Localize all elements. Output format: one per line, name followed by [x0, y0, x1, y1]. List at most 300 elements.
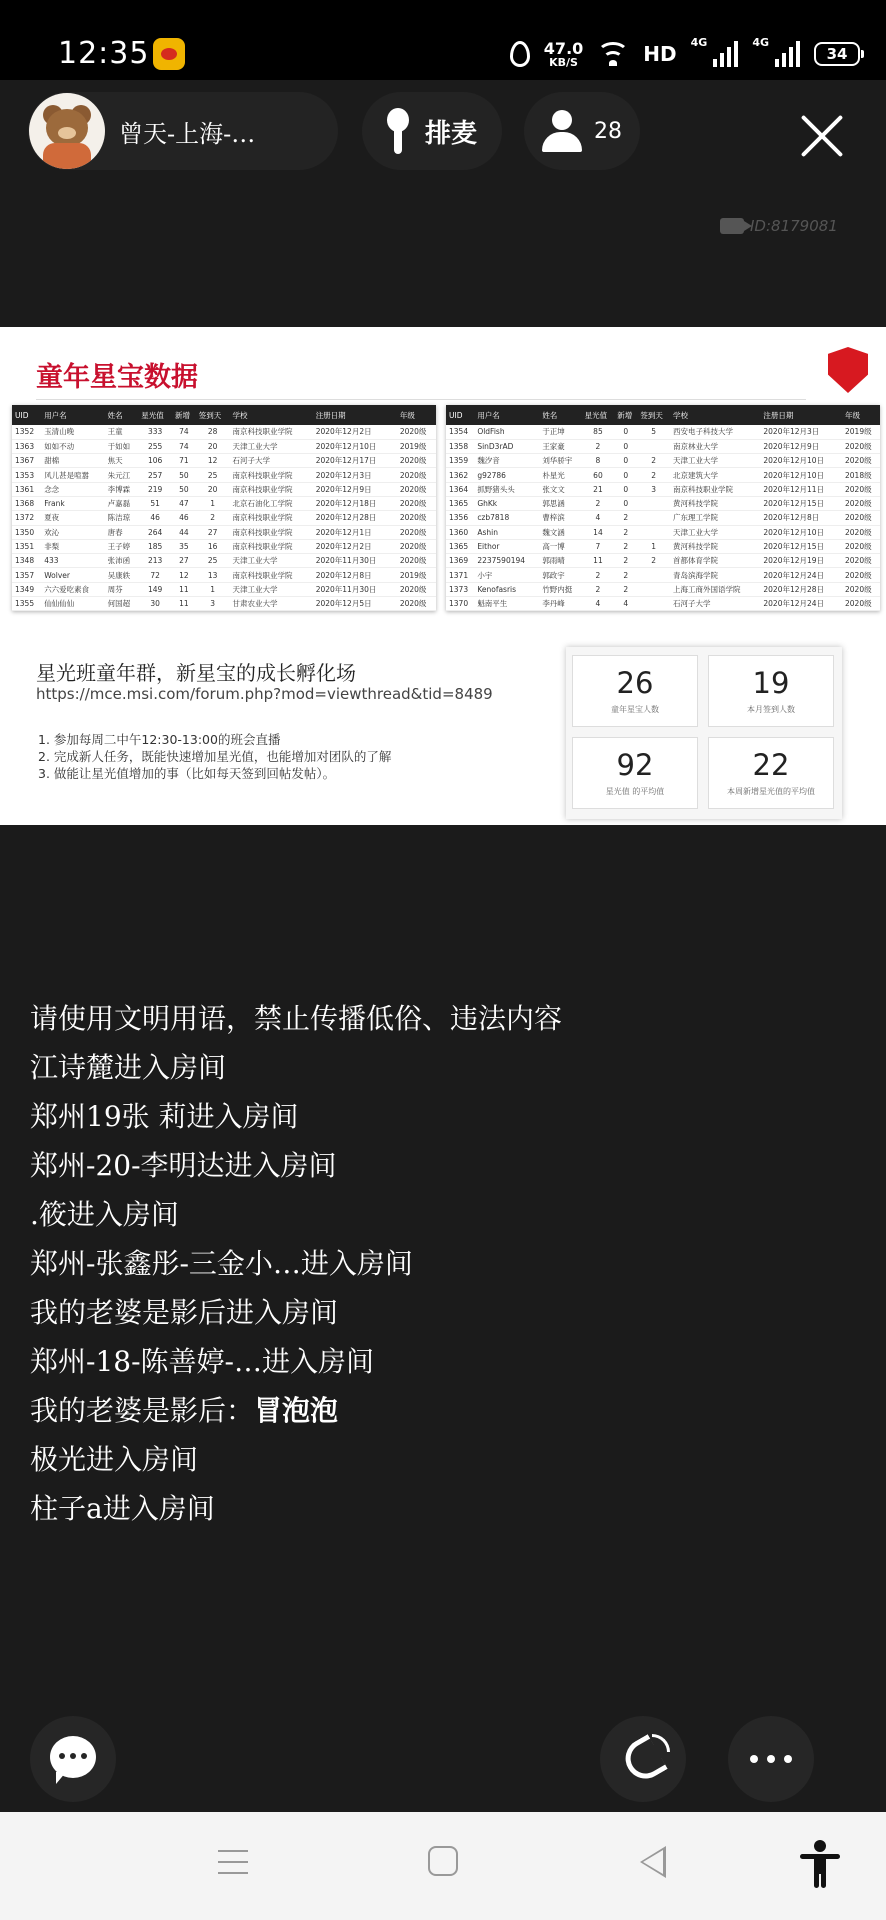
table-row — [12, 425, 436, 439]
table-row — [12, 539, 436, 553]
table-header: 姓名 — [539, 405, 581, 425]
table-cell: 2020年12月5日 — [313, 597, 397, 611]
table-header: UID — [446, 405, 474, 425]
list-item: 2. 完成新人任务，既能快速增加星光值，也能增加对团队的了解 — [38, 749, 392, 764]
table-row — [446, 554, 880, 568]
table-cell: 2 — [582, 439, 615, 453]
phone-waves-icon — [652, 1734, 670, 1752]
table-row — [446, 468, 880, 482]
table-header: 用户名 — [41, 405, 104, 425]
table-cell: 2020年12月15日 — [760, 496, 842, 510]
table-cell: 4 — [614, 597, 637, 611]
table-cell: 2020年12月2日 — [313, 425, 397, 439]
table-cell: 南京科技职业学院 — [229, 539, 312, 553]
table-cell: 213 — [138, 554, 172, 568]
table-cell: 1372 — [12, 511, 41, 525]
table-cell: 5 — [637, 425, 670, 439]
table-cell: 2020年12月2日 — [313, 539, 397, 553]
clock: 12:35 — [58, 36, 150, 71]
table-cell: Eithor — [474, 539, 539, 553]
table-cell: 2020年12月9日 — [313, 482, 397, 496]
table-cell: 2237590194 — [474, 554, 539, 568]
table-cell: 4 — [582, 511, 615, 525]
table-cell: 首都体育学院 — [670, 554, 760, 568]
table-cell: 11 — [172, 582, 196, 596]
table-cell: 风儿甚是喧嚣 — [41, 468, 104, 482]
table-cell: SinD3rAD — [474, 439, 539, 453]
table-cell: 陈洁琼 — [105, 511, 139, 525]
system-notice: 请使用文明用语，禁止传播低俗、违法内容 — [30, 1002, 563, 1035]
table-cell: 2020年12月28日 — [760, 582, 842, 596]
table-cell: 青岛滨海学院 — [670, 568, 760, 582]
table-row — [446, 597, 880, 611]
table-cell: 南京科技职业学院 — [229, 525, 312, 539]
table-row — [446, 568, 880, 582]
table-cell: 张沛函 — [105, 554, 139, 568]
table-cell: Wolver — [41, 568, 104, 582]
system-nav-bar — [0, 1812, 886, 1920]
chat-bubble-icon — [50, 1736, 96, 1778]
table-header: UID — [12, 405, 41, 425]
table-row — [446, 482, 880, 496]
table-row — [12, 482, 436, 496]
table-cell: 黄河科技学院 — [670, 496, 760, 510]
table-cell: 2020级 — [842, 582, 880, 596]
table-cell: 2020级 — [842, 525, 880, 539]
table-cell: 李博霖 — [105, 482, 139, 496]
table-row — [12, 511, 436, 525]
table-cell — [637, 496, 670, 510]
table-cell: 2020年12月9日 — [760, 439, 842, 453]
table-cell: 石河子大学 — [670, 597, 760, 611]
table-header: 新增 — [172, 405, 196, 425]
table-row — [446, 496, 880, 510]
chat-message: 郑州-张鑫彤-三金小…进入房间 — [30, 1247, 413, 1280]
mic-queue-button[interactable] — [362, 92, 502, 170]
chat-message: 江诗麓进入房间 — [30, 1051, 227, 1084]
table-cell: 南京林业大学 — [670, 439, 760, 453]
table-cell: 1 — [196, 496, 230, 510]
table-header: 注册日期 — [313, 405, 397, 425]
divider — [36, 399, 806, 400]
table-header: 姓名 — [105, 405, 139, 425]
stat-card — [572, 655, 698, 727]
table-cell: 欢沁 — [41, 525, 104, 539]
table-cell: 2019级 — [397, 568, 436, 582]
stat-value: 19 — [752, 666, 790, 700]
table-cell: 433 — [41, 554, 104, 568]
stats-panel — [566, 647, 842, 819]
table-header: 签到天 — [196, 405, 230, 425]
table-cell: OldFish — [474, 425, 539, 439]
table-cell: 1360 — [446, 525, 474, 539]
table-cell: 焦天 — [105, 454, 139, 468]
table-cell: 南京科技职业学院 — [229, 468, 312, 482]
table-cell: 周芬 — [105, 582, 139, 596]
table-cell: 0 — [614, 496, 637, 510]
chat-message: 极光进入房间 — [30, 1443, 199, 1476]
slide-subtitle: 星光班童年群，新星宝的成长孵化场 — [36, 661, 356, 685]
listener-count-button[interactable] — [524, 92, 640, 170]
table-cell: 1348 — [12, 554, 41, 568]
table-row — [12, 582, 436, 596]
table-cell: 1369 — [446, 554, 474, 568]
chat-message — [30, 1386, 670, 1435]
table-cell: 1351 — [12, 539, 41, 553]
table-cell: 2 — [196, 511, 230, 525]
table-cell: 南京科技职业学院 — [229, 568, 312, 582]
table-cell: 333 — [138, 425, 172, 439]
list-item: 1. 参加每周二中午12:30-13:00的班会直播 — [38, 732, 281, 747]
table-cell: 0 — [614, 468, 637, 482]
table-header: 注册日期 — [760, 405, 842, 425]
chat-text: 冒泡泡 — [254, 1394, 339, 1427]
table-row — [12, 496, 436, 510]
more-button[interactable] — [728, 1716, 814, 1802]
table-cell: 卢嘉磊 — [105, 496, 139, 510]
table-cell: 257 — [138, 468, 172, 482]
table-cell: 185 — [138, 539, 172, 553]
table-row — [446, 439, 880, 453]
table-cell: 玉清山晚 — [41, 425, 104, 439]
table-cell: 11 — [582, 554, 615, 568]
host-name: 曾天-上海-… — [119, 119, 256, 148]
table-cell: 唐春 — [105, 525, 139, 539]
table-cell: 1354 — [446, 425, 474, 439]
table-cell: 12 — [196, 454, 230, 468]
table-cell: 1367 — [12, 454, 41, 468]
table-header: 学校 — [670, 405, 760, 425]
shared-slide — [0, 327, 886, 825]
table-cell — [637, 439, 670, 453]
table-cell: 0 — [614, 439, 637, 453]
table-cell: 天津工业大学 — [229, 554, 312, 568]
table-cell: 2020年12月10日 — [760, 454, 842, 468]
table-cell: 南京科技职业学院 — [229, 511, 312, 525]
stars-table-left — [12, 405, 436, 611]
slide-url: https://mce.msi.com/forum.php?mod=viewthread&tid=8489 — [36, 685, 493, 703]
table-cell: 2020级 — [842, 568, 880, 582]
table-cell: 天津工业大学 — [229, 439, 312, 453]
table-cell: 上海工商外国语学院 — [670, 582, 760, 596]
table-cell: 2020级 — [397, 425, 436, 439]
chat-message: 柱子a进入房间 — [30, 1492, 215, 1525]
table-cell: 2020年12月8日 — [760, 511, 842, 525]
table-cell: 2020年12月10日 — [760, 468, 842, 482]
table-cell: 天津工业大学 — [670, 525, 760, 539]
menu-icon[interactable] — [218, 1850, 248, 1874]
table-cell: 念念 — [41, 482, 104, 496]
table-cell — [637, 597, 670, 611]
table-cell: 11 — [172, 597, 196, 611]
table-cell: 2 — [614, 568, 637, 582]
table-cell: 0 — [614, 425, 637, 439]
table-header: 新增 — [614, 405, 637, 425]
table-cell: 天津工业大学 — [229, 582, 312, 596]
table-cell: 2 — [614, 539, 637, 553]
table-cell: 六六爱吃素食 — [41, 582, 104, 596]
table-cell: 何国超 — [105, 597, 139, 611]
table-cell: 2020年12月8日 — [313, 568, 397, 582]
host-profile[interactable] — [28, 92, 338, 170]
table-row — [446, 525, 880, 539]
stat-card — [708, 655, 834, 727]
table-cell: 2020级 — [842, 511, 880, 525]
table-cell: 264 — [138, 525, 172, 539]
table-cell: Frank — [41, 496, 104, 510]
table-cell: 1365 — [446, 496, 474, 510]
table-cell: 2 — [582, 582, 615, 596]
table-cell: 25 — [196, 468, 230, 482]
table-cell: 20 — [196, 482, 230, 496]
network-type-1: 4G — [690, 36, 708, 49]
table-row — [12, 554, 436, 568]
wifi-icon — [597, 42, 629, 66]
table-cell — [637, 525, 670, 539]
table-cell: 1362 — [446, 468, 474, 482]
hd-indicator: HD — [643, 42, 677, 66]
table-row — [446, 539, 880, 553]
table-cell: 1363 — [12, 439, 41, 453]
back-icon[interactable] — [640, 1846, 666, 1878]
table-cell: 2018级 — [842, 468, 880, 482]
table-cell: 2020年12月24日 — [760, 597, 842, 611]
table-cell: 30 — [138, 597, 172, 611]
slide-list — [38, 731, 391, 782]
table-header: 星光值 — [138, 405, 172, 425]
accessibility-icon[interactable] — [800, 1840, 840, 1888]
table-cell — [637, 511, 670, 525]
table-cell: 石河子大学 — [229, 454, 312, 468]
room-id — [720, 210, 838, 242]
stat-value: 26 — [616, 666, 654, 700]
table-cell: 1357 — [12, 568, 41, 582]
table-cell: 2020级 — [842, 496, 880, 510]
table-cell: 35 — [172, 539, 196, 553]
table-cell: 1350 — [12, 525, 41, 539]
table-cell: 甘肃农业大学 — [229, 597, 312, 611]
stat-label: 本月签到人数 — [747, 705, 795, 714]
chat-button[interactable] — [30, 1716, 116, 1802]
table-cell: 50 — [172, 482, 196, 496]
table-cell: 2019级 — [842, 425, 880, 439]
room-id-label: ID:8179081 — [750, 217, 838, 235]
table-cell: 2020级 — [397, 597, 436, 611]
table-cell: 2020级 — [842, 597, 880, 611]
chat-message: 我的老婆是影后进入房间 — [30, 1296, 339, 1329]
table-cell: 2020年12月3日 — [313, 468, 397, 482]
table-cell: 2 — [637, 554, 670, 568]
stat-value: 22 — [752, 748, 790, 782]
table-cell: g92786 — [474, 468, 539, 482]
table-cell: 竹野内挺 — [539, 582, 581, 596]
home-icon[interactable] — [428, 1846, 458, 1876]
table-cell — [637, 582, 670, 596]
table-cell: 51 — [138, 496, 172, 510]
table-row — [12, 568, 436, 582]
table-cell: 12 — [172, 568, 196, 582]
table-cell: 2020级 — [397, 468, 436, 482]
table-cell: 2 — [637, 454, 670, 468]
table-cell: 2020年12月18日 — [313, 496, 397, 510]
table-cell: 南京科技职业学院 — [670, 482, 760, 496]
table-cell: 2020级 — [397, 496, 436, 510]
weibo-icon — [153, 38, 185, 70]
table-cell: 2020级 — [842, 482, 880, 496]
table-cell: 2 — [614, 511, 637, 525]
table-cell: 郭雨晴 — [539, 554, 581, 568]
table-cell: 2020级 — [397, 482, 436, 496]
table-cell: 1359 — [446, 454, 474, 468]
list-item: 3. 做能让星光值增加的事（比如每天签到回帖发帖）。 — [38, 766, 336, 781]
table-cell: 2 — [614, 582, 637, 596]
chat-feed — [30, 994, 670, 1533]
table-cell: 106 — [138, 454, 172, 468]
stat-value: 92 — [616, 748, 654, 782]
stat-label: 星光值 的平均值 — [605, 787, 665, 796]
table-row — [12, 439, 436, 453]
table-cell: 郭政宇 — [539, 568, 581, 582]
table-cell: 南京科技职业学院 — [229, 482, 312, 496]
chat-message: 郑州-20-李明达进入房间 — [30, 1149, 337, 1182]
table-header: 签到天 — [637, 405, 670, 425]
stat-label: 童年星宝人数 — [611, 705, 659, 714]
table-row — [12, 525, 436, 539]
network-speed: 47.0 KB/S — [543, 38, 584, 69]
table-cell: 1371 — [446, 568, 474, 582]
table-cell: 71 — [172, 454, 196, 468]
table-cell: 广东理工学院 — [670, 511, 760, 525]
table-cell: 2020级 — [842, 539, 880, 553]
table-cell: 甜棉 — [41, 454, 104, 468]
table-cell — [637, 568, 670, 582]
table-cell: 于正坤 — [539, 425, 581, 439]
table-cell: 2 — [582, 496, 615, 510]
table-cell: 1 — [196, 582, 230, 596]
table-cell: 3 — [637, 482, 670, 496]
table-cell: 74 — [172, 439, 196, 453]
stat-label: 本周新增星光值的平均值 — [727, 787, 815, 796]
table-cell: 1364 — [446, 482, 474, 496]
stat-card — [708, 737, 834, 809]
slide-title: 童年星宝数据 — [36, 362, 198, 393]
table-cell: 于如如 — [105, 439, 139, 453]
table-cell: 16 — [196, 539, 230, 553]
stat-card — [572, 737, 698, 809]
table-row — [446, 454, 880, 468]
table-cell: 李丹峰 — [539, 597, 581, 611]
table-cell: 1373 — [446, 582, 474, 596]
signal-icon-2 — [775, 41, 800, 67]
table-cell: 1370 — [446, 597, 474, 611]
table-cell: 25 — [196, 554, 230, 568]
table-cell: 85 — [582, 425, 615, 439]
table-cell: 1365 — [446, 539, 474, 553]
table-cell: 吴康轶 — [105, 568, 139, 582]
table-cell: 刘华骄宇 — [539, 454, 581, 468]
table-row — [446, 425, 880, 439]
chat-message: 郑州-18-陈善婷-…进入房间 — [30, 1345, 375, 1378]
table-cell: 1368 — [12, 496, 41, 510]
mic-queue-label: 排麦 — [424, 118, 477, 149]
table-cell: 28 — [196, 425, 230, 439]
table-cell: 郭思涵 — [539, 496, 581, 510]
table-row — [446, 511, 880, 525]
table-cell: GhKk — [474, 496, 539, 510]
network-type-2: 4G — [752, 36, 769, 49]
more-dots-icon — [750, 1755, 792, 1763]
table-header: 星光值 — [582, 405, 615, 425]
table-cell: 2020级 — [397, 539, 436, 553]
table-cell: 1361 — [12, 482, 41, 496]
table-row — [12, 597, 436, 611]
table-cell: 如如不动 — [41, 439, 104, 453]
table-cell: 72 — [138, 568, 172, 582]
avatar[interactable] — [29, 93, 105, 169]
table-cell: 天津工业大学 — [670, 454, 760, 468]
voice-call-button[interactable] — [600, 1716, 686, 1802]
table-cell: 2020年12月17日 — [313, 454, 397, 468]
table-cell: 2020年11月30日 — [313, 582, 397, 596]
table-cell: 2019级 — [397, 439, 436, 453]
table-cell: 非梨 — [41, 539, 104, 553]
table-cell: 219 — [138, 482, 172, 496]
table-cell: 60 — [582, 468, 615, 482]
table-cell: 王子婷 — [105, 539, 139, 553]
table-cell: 朱元江 — [105, 468, 139, 482]
table-cell: 149 — [138, 582, 172, 596]
table-cell: 王家豪 — [539, 439, 581, 453]
battery-icon: 34 — [814, 42, 860, 66]
table-cell: 27 — [172, 554, 196, 568]
table-row — [12, 468, 436, 482]
table-cell: 2020年11月30日 — [313, 554, 397, 568]
chat-sender[interactable]: 我的老婆是影后： — [30, 1394, 255, 1427]
table-cell: 高一博 — [539, 539, 581, 553]
table-header: 学校 — [229, 405, 312, 425]
table-cell: 46 — [172, 511, 196, 525]
table-cell: 2020级 — [397, 511, 436, 525]
table-cell: czb7818 — [474, 511, 539, 525]
table-cell: 2020级 — [397, 582, 436, 596]
table-cell: 50 — [172, 468, 196, 482]
table-cell: 2020级 — [842, 439, 880, 453]
table-cell: 46 — [138, 511, 172, 525]
table-cell: 王童 — [105, 425, 139, 439]
table-cell: 1358 — [446, 439, 474, 453]
table-cell: 2020年12月1日 — [313, 525, 397, 539]
table-cell: 抓野猪头头 — [474, 482, 539, 496]
table-cell: 1355 — [12, 597, 41, 611]
table-cell: 2020级 — [397, 554, 436, 568]
table-cell: 2 — [614, 554, 637, 568]
location-icon — [510, 41, 530, 67]
table-cell: 朴星光 — [539, 468, 581, 482]
close-icon[interactable] — [800, 114, 844, 158]
status-bar — [0, 0, 886, 80]
table-cell: 1 — [637, 539, 670, 553]
table-cell: 3 — [196, 597, 230, 611]
table-header: 年级 — [842, 405, 880, 425]
table-cell: 2020年12月28日 — [313, 511, 397, 525]
camera-icon — [720, 218, 744, 234]
table-cell: 北京石油化工学院 — [229, 496, 312, 510]
table-cell: 2020级 — [842, 454, 880, 468]
table-cell: 南京科技职业学院 — [229, 425, 312, 439]
table-cell: 14 — [582, 525, 615, 539]
table-cell: 2020级 — [397, 454, 436, 468]
table-cell: 1356 — [446, 511, 474, 525]
